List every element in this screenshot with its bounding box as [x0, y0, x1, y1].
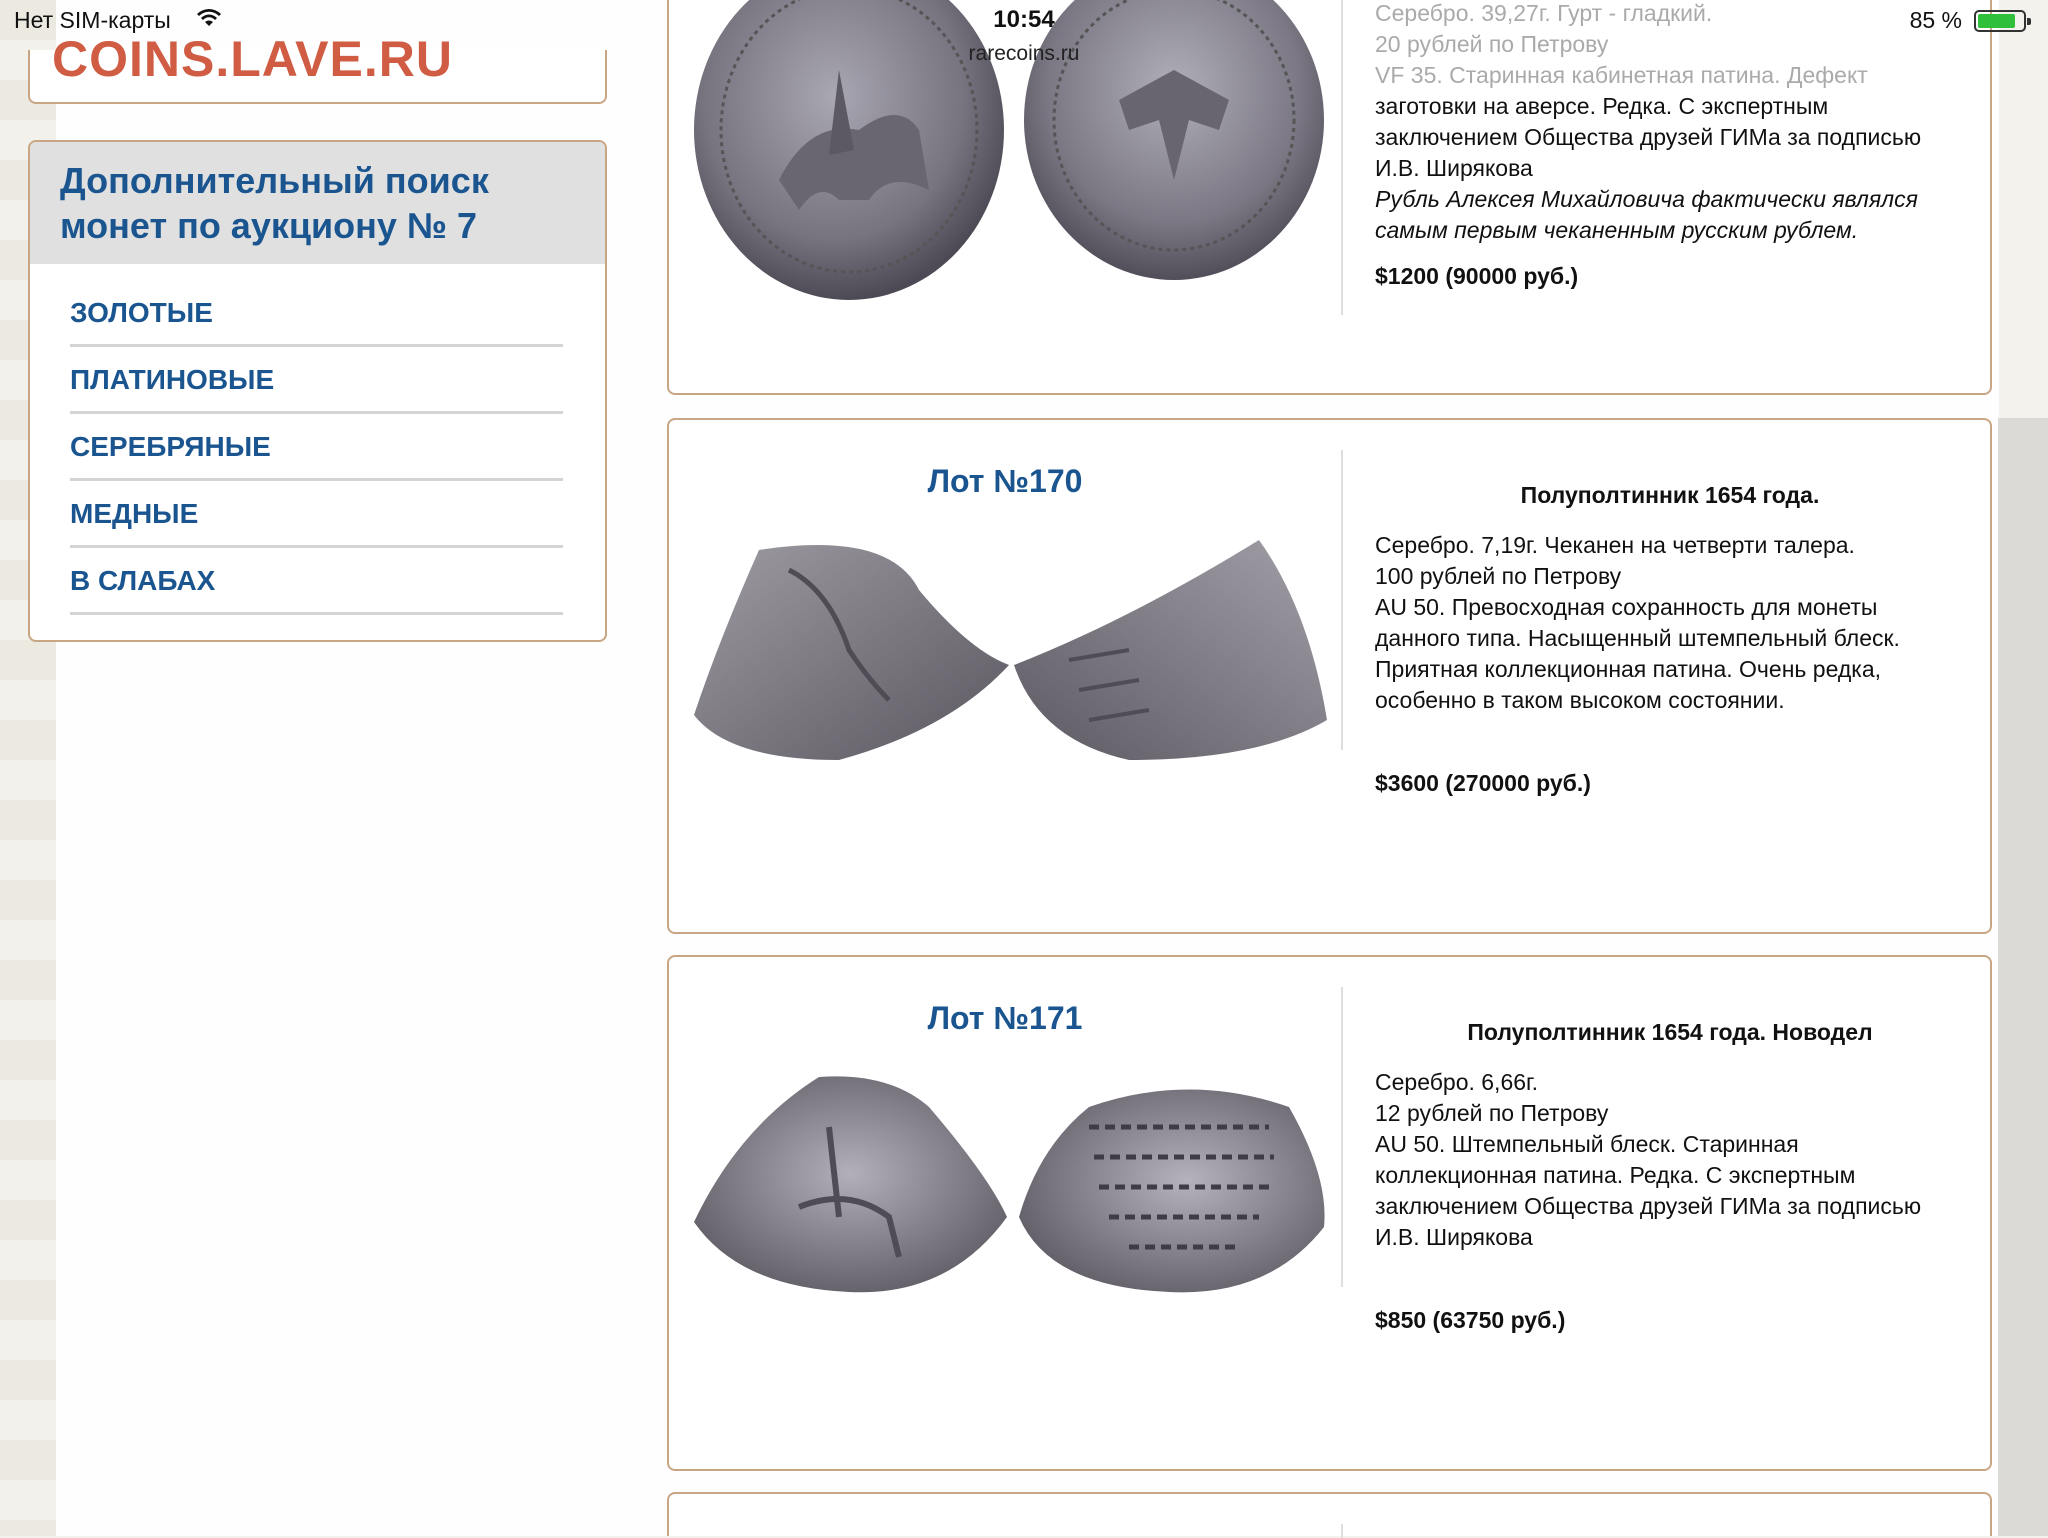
- lot-description: Серебро. 7,19г. Чеканен на четверти талера. 100 рублей по Петрову AU 50. Превосходная сохранность для монеты данного типа. Насыщенный штемпельный блеск. Приятная коллекционная патина. Очень редка, особенно в таком высоком состоянии.: [1375, 532, 1900, 713]
- carrier-label: Нет SIM-карты: [14, 7, 171, 33]
- right-gutter: [1998, 418, 2048, 1536]
- address-bar-url[interactable]: rarecoins.ru: [968, 42, 1080, 65]
- lot-price: $3600 (270000 руб.): [1375, 770, 1591, 796]
- metal-filter-menu: [30, 282, 605, 615]
- coin-reverse-image[interactable]: [1009, 530, 1329, 770]
- lot-divider: [1341, 987, 1343, 1287]
- lot-name: Полуполтинник 1654 года.: [1520, 482, 1820, 508]
- lot-name: Полуполтинник 1654 года. Новодел: [1467, 1019, 1873, 1045]
- lot-price: $1200 (90000 руб.): [1375, 263, 1579, 289]
- menu-item-gold[interactable]: ЗОЛОТЫЕ: [70, 282, 563, 347]
- lot-title[interactable]: Лот №170: [927, 463, 1083, 499]
- lot-divider: [1341, 450, 1343, 750]
- coin-obverse-image[interactable]: [689, 530, 1009, 770]
- lot-description: Серебро. 6,66г. 12 рублей по Петрову AU 50. Штемпельный блеск. Старинная коллекционная патина. Редка. С экспертным заключением Общества друзей ГИМа за подписью И.В. Ширякова: [1375, 1069, 1922, 1250]
- coin-obverse-image[interactable]: [689, 1067, 1009, 1307]
- additional-search-panel: [28, 140, 607, 642]
- search-panel-title: Дополнительный поиск монет по аукциону № 7: [30, 142, 605, 264]
- lot-description: Серебро. 39,27г. Гурт - гладкий. 20 рублей по Петрову VF 35. Старинная кабинетная патина. Дефект заготовки на аверсе. Редка. С экспертным заключением Общества друзей ГИМа за подписью И.В. Ширякова Рубль Алексея Михайловича фактически являлся самым первым чеканенным русским рублем.: [1375, 0, 1922, 243]
- clock: 10:54: [993, 6, 1055, 33]
- lot-price: $850 (63750 руб.): [1375, 1307, 1566, 1333]
- lot-card: [667, 1492, 1992, 1536]
- coin-reverse-image[interactable]: [1009, 1067, 1329, 1307]
- lot-title[interactable]: Лот №171: [927, 1000, 1083, 1036]
- menu-item-silver[interactable]: СЕРЕБРЯНЫЕ: [70, 416, 563, 481]
- battery-icon: [1974, 10, 2026, 32]
- watermark-logo: COINS.LAVE.RU: [52, 31, 453, 87]
- menu-item-platinum[interactable]: ПЛАТИНОВЫЕ: [70, 349, 563, 414]
- menu-item-copper[interactable]: МЕДНЫЕ: [70, 483, 563, 548]
- menu-item-slabs[interactable]: В СЛАБАХ: [70, 550, 563, 615]
- battery-percent: 85 %: [1909, 7, 1962, 33]
- lot-card: [667, 418, 1992, 934]
- lot-card: [667, 955, 1992, 1471]
